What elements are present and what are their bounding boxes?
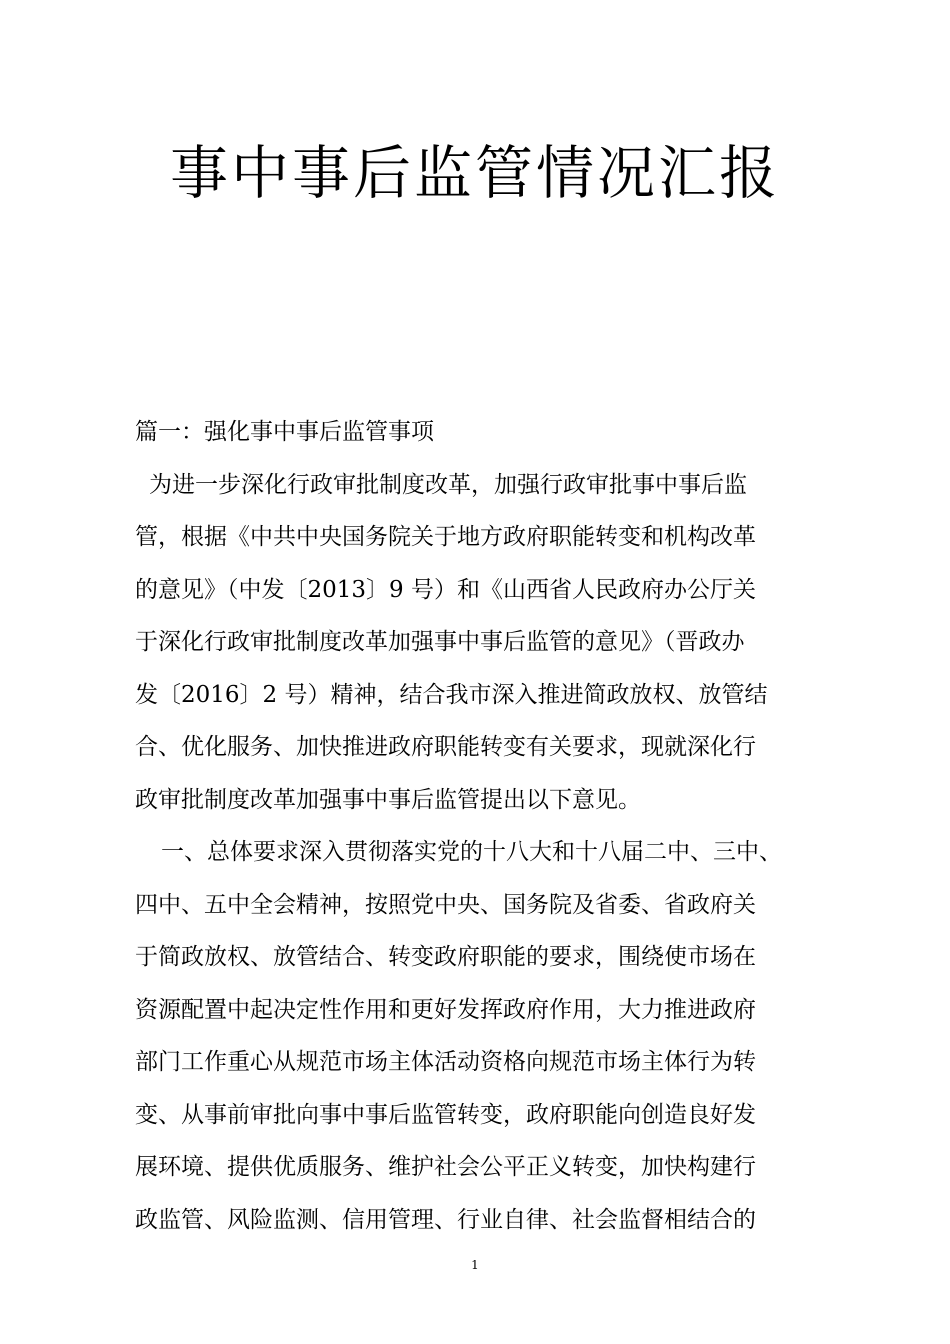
paragraph-line: 政监管、风险监测、信用管理、行业自律、社会监督相结合的 [135,1206,756,1233]
paragraph-line: 于深化行政审批制度改革加强事中事后监管的意见》（晋政办 [135,629,745,655]
paragraph-line: 的意见》（中发〔2013〕9 号）和《山西省人民政府办公厅关 [135,576,756,603]
page-number: 1 [471,1258,479,1272]
document-title: 事中事后监管情况汇报 [169,139,780,207]
paragraph-line: 资源配置中起决定性作用和更好发挥政府作用，大力推进政府 [135,996,756,1023]
paragraph-line: 于简政放权、放管结合、转变政府职能的要求，围绕使市场在 [135,944,756,970]
paragraph-line: 为进一步深化行政审批制度改革，加强行政审批事中事后监 [149,471,747,498]
paragraph-line: 部门工作重心从规范市场主体活动资格向规范市场主体行为转 [135,1049,756,1075]
paragraph-line: 管，根据《中共中央国务院关于地方政府职能转变和机构改革 [135,524,756,550]
paragraph-line: 发〔2016〕2 号）精神，结合我市深入推进简政放权、放管结 [135,681,768,708]
document-body [135,406,847,1246]
paragraph-line: 政审批制度改革加强事中事后监管提出以下意见。 [135,786,641,813]
paragraph-line: 一、总体要求深入贯彻落实党的十八大和十八届二中、三中、 [161,839,782,865]
paragraph-line: 变、从事前审批向事中事后监管转变，政府职能向创造良好发 [135,1101,756,1128]
paragraph-line: 展环境、提供优质服务、维护社会公平正义转变，加快构建行 [135,1154,756,1180]
paragraph-line: 四中、五中全会精神，按照党中央、国务院及省委、省政府关 [135,891,756,918]
paragraph-line: 合、优化服务、加快推进政府职能转变有关要求，现就深化行 [135,734,756,760]
section-heading: 篇一：强化事中事后监管事项 [135,419,434,445]
